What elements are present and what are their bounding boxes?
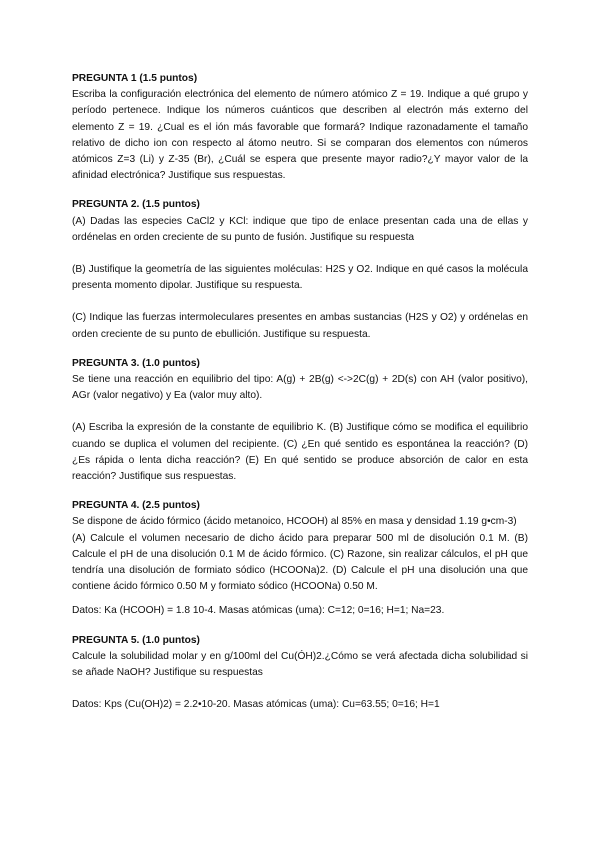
- question-5-data: Datos: Kps (Cu(OH)2) = 2.2•10-20. Masas atómicas (uma): Cu=63.55; 0=16; H=1: [72, 699, 440, 711]
- question-3: [72, 356, 528, 485]
- exam-page: [72, 71, 528, 727]
- question-5: [72, 633, 528, 714]
- question-4-parts: (A) Calcule el volumen necesario de dicho ácido para preparar 500 ml de disolución 0.1 M. (B) Calcule el pH de una disolución 0.1 M de ácido fórmico. (C) Razone, sin realizar cálculos, el pH que tendría una disolución de formiato sódico (HCOONa)2. (D) Calcule el pH una disolución una que contiene ácido fórmico 0.50 M y formiato sódico (HCOONa) 0.50 M.: [72, 532, 528, 593]
- question-2-part-b: (B) Justifique la geometría de las siguientes moléculas: H2S y O2. Indique en qué casos la molécula presenta momento dipolar. Justifique su respuesta.: [72, 264, 528, 292]
- question-4-title: PREGUNTA 4. (2.5 puntos): [72, 500, 200, 512]
- question-2: [72, 197, 528, 342]
- question-5-statement: Calcule la solubilidad molar y en g/100ml del Cu(ÓH)2.¿Cómo se verá afectada dicha solubilidad si se añade NaOH? Justifique su respuestas: [72, 650, 528, 679]
- question-4-data: Datos: Ka (HCOOH) = 1.8 10-4. Masas atómicas (uma): C=12; 0=16; H=1; Na=23.: [72, 605, 445, 617]
- question-4: [72, 498, 528, 619]
- question-3-title: PREGUNTA 3. (1.0 puntos): [72, 357, 200, 369]
- question-1: [72, 71, 528, 184]
- question-2-part-a: (A) Dadas las especies CaCl2 y KCl: indique que tipo de enlace presentan cada una de ellas y ordénelas en orden creciente de su punto de fusión. Justifique su respuesta: [72, 215, 528, 243]
- question-5-title: PREGUNTA 5. (1.0 puntos): [72, 634, 200, 646]
- question-1-title: PREGUNTA 1 (1.5 puntos): [72, 73, 198, 84]
- question-3-parts: (A) Escriba la expresión de la constante de equilibrio K. (B) Justifique cómo se modifica el equilibrio cuando se duplica el volumen del recipiente. (C) ¿En qué sentido es espontánea la reacción? (D) ¿Es rápida o lenta dicha reacción? (E) En qué sentido se produce absorción de calor en esta reacción? Justifique sus respuestas.: [72, 422, 528, 483]
- question-2-part-c: (C) Indique las fuerzas intermoleculares presentes en ambas sustancias (H2S y O2) y ordénelas en orden creciente de su punto de ebullición. Justifique su respuesta.: [72, 312, 528, 340]
- question-2-title: PREGUNTA 2. (1.5 puntos): [72, 199, 200, 211]
- question-3-reaction: Se tiene una reacción en equilibrio del tipo: A(g) + 2B(g) <->2C(g) + 2D(s) con AH (valor positivo), AGr (valor negativo) y Ea (valor muy alto).: [72, 374, 528, 402]
- question-1-statement: Escriba la configuración electrónica del elemento de número atómico Z = 19. Indique a qué grupo y período pertenece. Indique los números cuánticos que describen al electrón más externo del elemento Z = 19. ¿Cual es el ión más favorable que formará? Indique razonadamente el tamaño relativo de dicho ion con respecto al átomo neutro. Si se comparan dos elementos con números atómicos Z=3 (Li) y Z-35 (Br), ¿Cuál se espera que presente mayor radio?¿Y mayor valor de la afinidad electrónica? Justifique sus respuestas.: [72, 89, 528, 182]
- question-4-statement: Se dispone de ácido fórmico (ácido metanoico, HCOOH) al 85% en masa y densidad 1.19 g•cm-3): [72, 516, 517, 528]
